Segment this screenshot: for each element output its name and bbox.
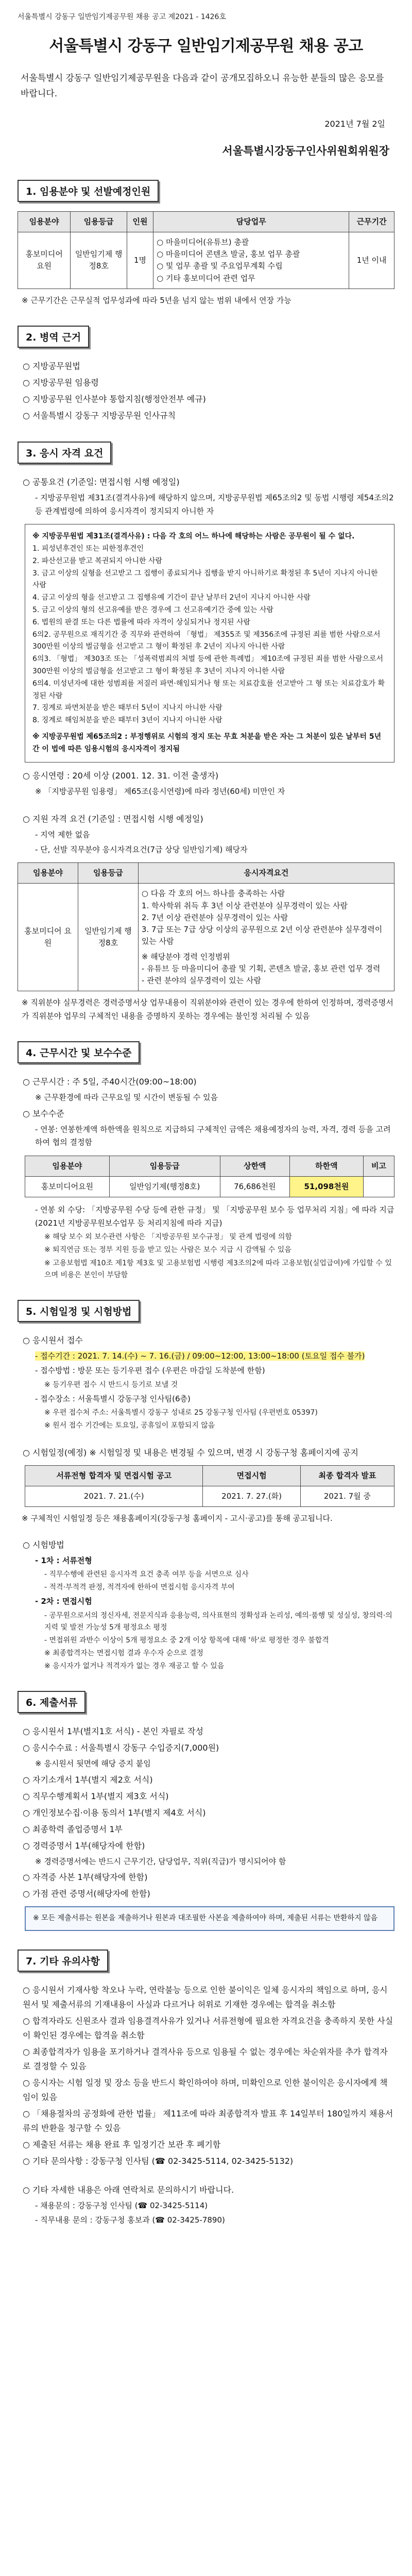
list-subitem: ※ 경력증명서에는 반드시 근무기간, 담당업무, 직위(직급)가 명시되어야 함: [35, 1856, 286, 1866]
list-subitem: - 접수방법 : 방문 또는 등기우편 접수 (우편은 마감일 도착분에 한함): [35, 1366, 265, 1376]
list-item: ○ 응시자는 시험 일정 및 장소 등을 반드시 확인하여야 하며, 미확인으로 인한 불이익은 응시자에게 책임이 있음: [23, 2077, 388, 2102]
table-cell: 2021. 7. 27.(화): [203, 1486, 300, 1506]
table-cell: 2021. 7. 21.(수): [25, 1486, 203, 1506]
list-subitem: - 1차 : 서류전형: [35, 1555, 92, 1565]
table-cell: 홍보미디어 요원: [18, 232, 71, 289]
section-title: 7. 기타 유의사항: [18, 1950, 108, 1972]
box-line: 6. 법원의 판결 또는 다른 법률에 따라 자격이 상실되거나 정지된 사람: [32, 618, 251, 626]
box-line: 6의3. 「형법」 제303조 또는 「성폭력범죄의 처벌 등에 관한 특례법」 제10조에 규정된 죄를 범한 사람으로서 300만원 이상의 벌금형을 선고받고 그 형이 확정된 후 3년이 지나지 아니한 사람: [32, 655, 384, 676]
contact-line: - 채용문의 : 강동구청 인사팀 (☎ 02-3425-5114): [35, 2200, 208, 2210]
box-line: 8. 징계로 해임처분을 받은 때부터 3년이 지나지 아니한 사람: [32, 716, 222, 725]
list-note: - 적격·부적격 판정, 적격자에 한하여 면접시험 응시자격 부여: [44, 1583, 235, 1592]
table-cell: 2021. 7월 중: [300, 1486, 394, 1506]
list-subitem: - 연봉: 연봉한계액 하한액을 원칙으로 지급하되 구체적인 금액은 채용예정자의 능력, 자격, 경력 등을 고려하여 협의 결정함: [35, 1124, 391, 1147]
list-item: ○ 최종학력 졸업증명서 1부: [23, 1824, 123, 1834]
list-item: ○ 경력증명서 1부(해당자에 한함): [23, 1840, 145, 1851]
positions-table: [18, 211, 394, 289]
contact-line: - 직무내용 문의 : 강동구청 홍보과 (☎ 02-3425-7890): [35, 2215, 225, 2225]
req-line: ○ 다음 각 호의 어느 하나를 충족하는 사람: [141, 889, 285, 899]
list-item: ○ 자기소개서 1부(별지 제2호 서식): [23, 1774, 153, 1785]
list-subitem: - 접수장소 : 서울특별시 강동구청 인사팀(6층): [35, 1394, 191, 1403]
section-title: 5. 시험일정 및 시험방법: [18, 1300, 140, 1322]
req-line: - 관련 분야의 실무경력이 있는 사람: [141, 976, 262, 986]
list-item: ○ 응시연령 : 20세 이상 (2001. 12. 31. 이전 출생자): [23, 770, 219, 781]
table-cell-highlight: 51,098천원: [289, 1177, 363, 1197]
section-notes: [18, 1950, 394, 2227]
table-header: 인원: [127, 211, 153, 232]
table-header: 임용등급: [78, 863, 138, 884]
list-item: ○ 가점 관련 증명서(해당자에 한함): [23, 1889, 150, 1899]
list-note: - 공무원으로서의 정신자세, 전문지식과 응용능력, 의사표현의 정확성과 논리성, 예의·품행 및 성실성, 창의력·의지력 및 발전 가능성 5개 평정요소 평정: [44, 1611, 392, 1632]
table-cell: 일반임기제 행정8호: [71, 232, 127, 289]
req-line: 2. 7년 이상 관련분야 실무경력이 있는 사람: [141, 912, 288, 922]
list-item: ○ 근무시간 : 주 5일, 주40시간(09:00~18:00): [23, 1077, 197, 1087]
list-note: ※ 퇴직연금 또는 정부 지원 등을 받고 있는 사람은 보수 지급 시 감액될 수 있음: [44, 1246, 291, 1255]
intro-text: 서울특별시 강동구 일반임기제공무원을 다음과 같이 공개모집하오니 유능한 분들의 많은 응모를 바랍니다.: [21, 73, 384, 99]
list-item: ○ 지방공무원 임용령: [23, 378, 99, 388]
table-cell: 홍보미디어 요원: [18, 884, 78, 991]
list-item: ○ 합격자라도 신원조사 결과 임용결격사유가 있거나 서류전형에 필요한 자격요건을 충족하지 못한 사실이 확인된 경우에는 합격을 취소함: [23, 2015, 393, 2040]
table-cell: 홍보미디어요원: [25, 1177, 110, 1197]
list-subitem: - 2차 : 면접시험: [35, 1597, 92, 1606]
duty-item: ○ 마을미디어 콘텐츠 발굴, 홍보 업무 총괄: [157, 249, 300, 259]
list-item: ○ 기타 문의사항 : 강동구청 인사팀 (☎ 02-3425-5114, 02-3425-5132): [23, 2156, 294, 2166]
highlight-text: - 접수기간 : 2021. 7. 14.(수) ~ 7. 16.(금) / 09:00~12:00, 13:00~18:00 (토요일 접수 불가): [35, 1351, 365, 1361]
list-subitem: - 지방공무원법 제31조(결격사유)에 해당하지 않으며, 지방공무원법 제65조의2 및 동법 시행령 제54조의2 등 관계법령에 의하여 응시자격이 정지되지 아니한 자: [35, 493, 394, 516]
table-cell: 1년 이내: [349, 232, 394, 289]
table-header: 최종 합격자 발표: [300, 1465, 394, 1486]
list-item: ○ 제출된 서류는 채용 완료 후 일정기간 보관 후 폐기함: [23, 2139, 221, 2149]
list-item: ○ 자격증 사본 1부(해당자에 한함): [23, 1872, 148, 1883]
box-line: ※ 지방공무원법 제31조(결격사유) : 다음 각 호의 어느 하나에 해당하는 사람은 공무원이 될 수 없다.: [32, 532, 355, 541]
list-item: ○ 응시수수료 : 서울특별시 강동구 수입증지(7,000원): [23, 1743, 219, 1753]
list-note: ※ 원서 접수 기간에는 토요일, 공휴일이 포함되지 않음: [44, 1421, 215, 1430]
list-note: ※ 우편 접수처 주소: 서울특별시 강동구 성내로 25 강동구청 인사팀 (우편번호 05397): [44, 1409, 318, 1417]
table-cell: 1명: [127, 232, 153, 289]
section-title: 6. 제출서류: [18, 1691, 85, 1713]
list-item: ○ 응시원서 접수: [23, 1335, 83, 1345]
list-note: ※ 해당 보수 외 보수관련 사항은 「지방공무원 보수규정」 및 관계 법령에 의함: [44, 1233, 292, 1242]
issuer-name: 서울특별시강동구인사위원회위원장: [222, 144, 389, 157]
section-positions: [18, 180, 394, 308]
list-item: ○ 보수수준: [23, 1108, 64, 1118]
req-line: ※ 해당분야 경력 인정범위: [141, 952, 230, 961]
box-line: 3. 금고 이상의 실형을 선고받고 그 집행이 종료되거나 집행을 받지 아니하기로 확정된 후 5년이 지나지 아니한 사람: [32, 569, 378, 590]
list-note: - 면접위원 과반수 이상이 5개 평정요소 중 2개 이상 항목에 대해 '하'로 평정한 경우 불합격: [44, 1636, 329, 1645]
section-legal-basis: [18, 326, 394, 423]
section-title: 2. 병역 근거: [18, 326, 89, 348]
list-subitem: [35, 1350, 394, 1363]
list-subitem: ※ 응시원서 뒷면에 해당 증지 붙임: [35, 1759, 151, 1769]
list-note: ※ 최종합격자는 면접시험 결과 우수자 순으로 결정: [44, 1649, 203, 1657]
section-note: ※ 직위분야 실무경력은 경력증명서상 업무내용이 직위분야와 관련이 있는 경우에 한하여 인정하며, 경력증명서가 직위분야 업무의 구체적인 내용을 증명하지 못하는 경우에는 불인정 처리될 수 있음: [22, 998, 393, 1021]
list-item: ○ 최종합격자가 임용을 포기하거나 결격사유 등으로 임용될 수 없는 경우에는 차순위자를 추가 합격자로 결정할 수 있음: [23, 2046, 388, 2071]
box-line: ※ 지방공무원법 제65조의2 : 부정행위로 시험의 정지 또는 무효 처분을 받은 자는 그 처분이 있은 날부터 5년간 이 법에 따른 임용시험의 응시자격이 정지됨: [32, 733, 382, 753]
table-header: 임용분야: [18, 211, 71, 232]
table-header: 근무기간: [349, 211, 394, 232]
section-eligibility: [18, 442, 394, 1023]
table-header: 상한액: [220, 1156, 289, 1176]
duty-item: ○ 마을미디어(유튜브) 총괄: [157, 237, 249, 247]
table-header: 담당업무: [153, 211, 349, 232]
list-subitem: ※ 근무환경에 따라 근무요일 및 시간이 변동될 수 있음: [35, 1093, 218, 1103]
list-item: ○ 공통요건 (기준일: 면접시험 시행 예정일): [23, 477, 180, 487]
table-header: 서류전형 합격자 및 면접시험 공고: [25, 1465, 203, 1486]
disqualification-box: [25, 524, 394, 762]
page-title: 서울특별시 강동구 일반임기제공무원 채용 공고: [49, 37, 363, 55]
schedule-table: [25, 1465, 394, 1507]
table-cell: 일반임기제 행정8호: [78, 884, 138, 991]
table-cell-duties: [153, 232, 349, 289]
list-item: ○ 시험일정(예정) ※ 시험일정 및 내용은 변경될 수 있으며, 변경 시 강동구청 홈페이지에 공지: [23, 1447, 359, 1458]
box-line: 2. 파산선고를 받고 복권되지 아니한 사람: [32, 556, 162, 565]
box-line: 1. 피성년후견인 또는 피한정후견인: [32, 545, 144, 553]
req-line: - 유튜브 등 마을미디어 총괄 및 기획, 콘텐츠 발굴, 홍보 관련 업무 경력: [141, 963, 381, 973]
section-note: ※ 구체적인 시험일정 등은 채용홈페이지(강동구청 홈페이지 - 고시·공고)를 통해 공고됩니다.: [22, 1514, 333, 1523]
table-header: 응시자격요건: [138, 863, 394, 884]
documents-note-box: ※ 모든 제출서류는 원본을 제출하거나 원본과 대조필한 사본을 제출하여야 하며, 제출된 서류는 반환하지 않음: [25, 1906, 394, 1931]
table-header: 임용분야: [18, 863, 78, 884]
section-title: 3. 응시 자격 요건: [18, 442, 111, 464]
list-item: ○ 개인정보수집·이용 동의서 1부(별지 제4호 서식): [23, 1807, 206, 1818]
table-header: 임용분야: [25, 1156, 110, 1176]
table-header: 임용등급: [109, 1156, 220, 1176]
list-note: ※ 고용보험법 제10조 제1항 제3호 및 고용보험법 시행령 제3조의2에 따라 고용보험(실업급여)에 가입할 수 있으며 비용은 본인이 부담함: [44, 1259, 392, 1279]
list-subitem: - 단, 선발 직무분야 응시자격요건(7급 상당 일반임기제) 해당자: [35, 844, 248, 854]
list-subitem: ※ 「지방공무원 임용령」 제65조(응시연령)에 따라 정년(60세) 미만인 자: [35, 786, 285, 796]
box-line: 5. 금고 이상의 형의 선고유예를 받은 경우에 그 선고유예기간 중에 있는 사람: [32, 606, 274, 615]
req-line: 3. 7급 또는 7급 상당 이상의 공무원으로 2년 이상 관련분야 실무경력이 있는 사람: [141, 925, 383, 946]
section-note: ※ 근무기간은 근무실적 업무성과에 따라 5년을 넘지 않는 범위 내에서 연장 가능: [22, 295, 291, 305]
list-item: ○ 지방공무원 인사분야 통합지침(행정안전부 예규): [23, 394, 206, 404]
section-title: 1. 임용분야 및 선발예정인원: [18, 180, 159, 202]
duty-item: ○ 기타 홍보미디어 관련 업무: [157, 273, 255, 283]
duty-item: ○ 및 업무 총괄 및 주요업무계획 수립: [157, 261, 283, 271]
table-cell-requirements: [138, 884, 394, 991]
notice-date: 2021년 7월 2일: [324, 118, 385, 129]
section-schedule: [18, 1300, 394, 1672]
section-title: 4. 근무시간 및 보수수준: [18, 1041, 140, 1063]
table-cell: 76,686천원: [220, 1177, 289, 1197]
list-item: ○ 「채용절차의 공정화에 관한 법률」 제11조에 따라 최종합격자 발표 후 14일부터 180일까지 채용서류의 반환을 청구할 수 있음: [23, 2108, 393, 2133]
list-note: ※ 등기우편 접수 시 반드시 등기로 보낼 것: [44, 1380, 178, 1389]
table-header: 하한액: [289, 1156, 363, 1176]
list-item: ○ 지원 자격 요건 (기준일 : 면접시험 시행 예정일): [23, 814, 203, 824]
box-line: 6의4. 미성년자에 대한 성범죄를 저질러 파면·해임되거나 형 또는 치료감호를 선고받아 그 형 또는 치료감호가 확정된 사람: [32, 679, 385, 700]
list-note: ※ 응시자가 없거나 적격자가 없는 경우 재공고 할 수 있음: [44, 1662, 225, 1671]
box-line: 6의2. 공무원으로 재직기간 중 직무와 관련하여 「형법」 제355조 및 제356조에 규정된 죄를 범한 사람으로서 300만원 이상의 벌금형을 선고받고 그 형이 확정된 후 2년이 지나지 아니한 사람: [32, 630, 381, 651]
req-line: 1. 학사학위 취득 후 3년 이상 관련분야 실무경력이 있는 사람: [141, 901, 348, 910]
list-item: ○ 서울특별시 강동구 지방공무원 인사규칙: [23, 411, 176, 421]
table-header: 임용등급: [71, 211, 127, 232]
table-cell: [363, 1177, 394, 1197]
salary-table: [25, 1156, 394, 1198]
list-item: ○ 직무수행계획서 1부(별지 제3호 서식): [23, 1791, 169, 1801]
section-documents: [18, 1691, 394, 1931]
list-subitem: - 연봉 외 수당: 「지방공무원 수당 등에 관한 규정」 및 「지방공무원 보수 등 업무처리 지침」에 따라 지급(2021년 지방공무원보수업무 등 처리지침에 따라 지급): [35, 1205, 394, 1228]
list-item: ○ 응시원서 기재사항 착오나 누락, 연락불능 등으로 인한 불이익은 일체 응시자의 책임으로 하며, 응시원서 및 제출서류의 기재내용이 사실과 다르거나 허위로 기재한 경우에는 합격을 취소함: [23, 1985, 388, 2009]
list-item: ○ 시험방법: [23, 1539, 64, 1550]
notice-number: 서울특별시 강동구 일반임기제공무원 채용 공고 제2021 - 1426호: [18, 13, 226, 21]
box-line: 7. 징계로 파면처분을 받은 때부터 5년이 지나지 아니한 사람: [32, 704, 222, 713]
box-line: 4. 금고 이상의 형을 선고받고 그 집행유예 기간이 끝난 날부터 2년이 지나지 아니한 사람: [32, 594, 311, 602]
requirements-table: [18, 862, 394, 991]
table-cell: 일반임기제(행정8호): [109, 1177, 220, 1197]
list-item: ○ 응시원서 1부(별지1호 서식) - 본인 자필로 작성: [23, 1726, 203, 1737]
section-hours-pay: [18, 1041, 394, 1281]
list-item: ○ 기타 자세한 내용은 아래 연락처로 문의하시기 바랍니다.: [23, 2184, 234, 2195]
list-note: - 직무수행에 관련된 응시자격 요건 충족 여부 등을 서면으로 심사: [44, 1570, 249, 1579]
list-item: ○ 지방공무원법: [23, 361, 80, 371]
table-header: 면접시험: [203, 1465, 300, 1486]
table-header: 비고: [363, 1156, 394, 1176]
list-subitem: - 지역 제한 없음: [35, 830, 90, 840]
